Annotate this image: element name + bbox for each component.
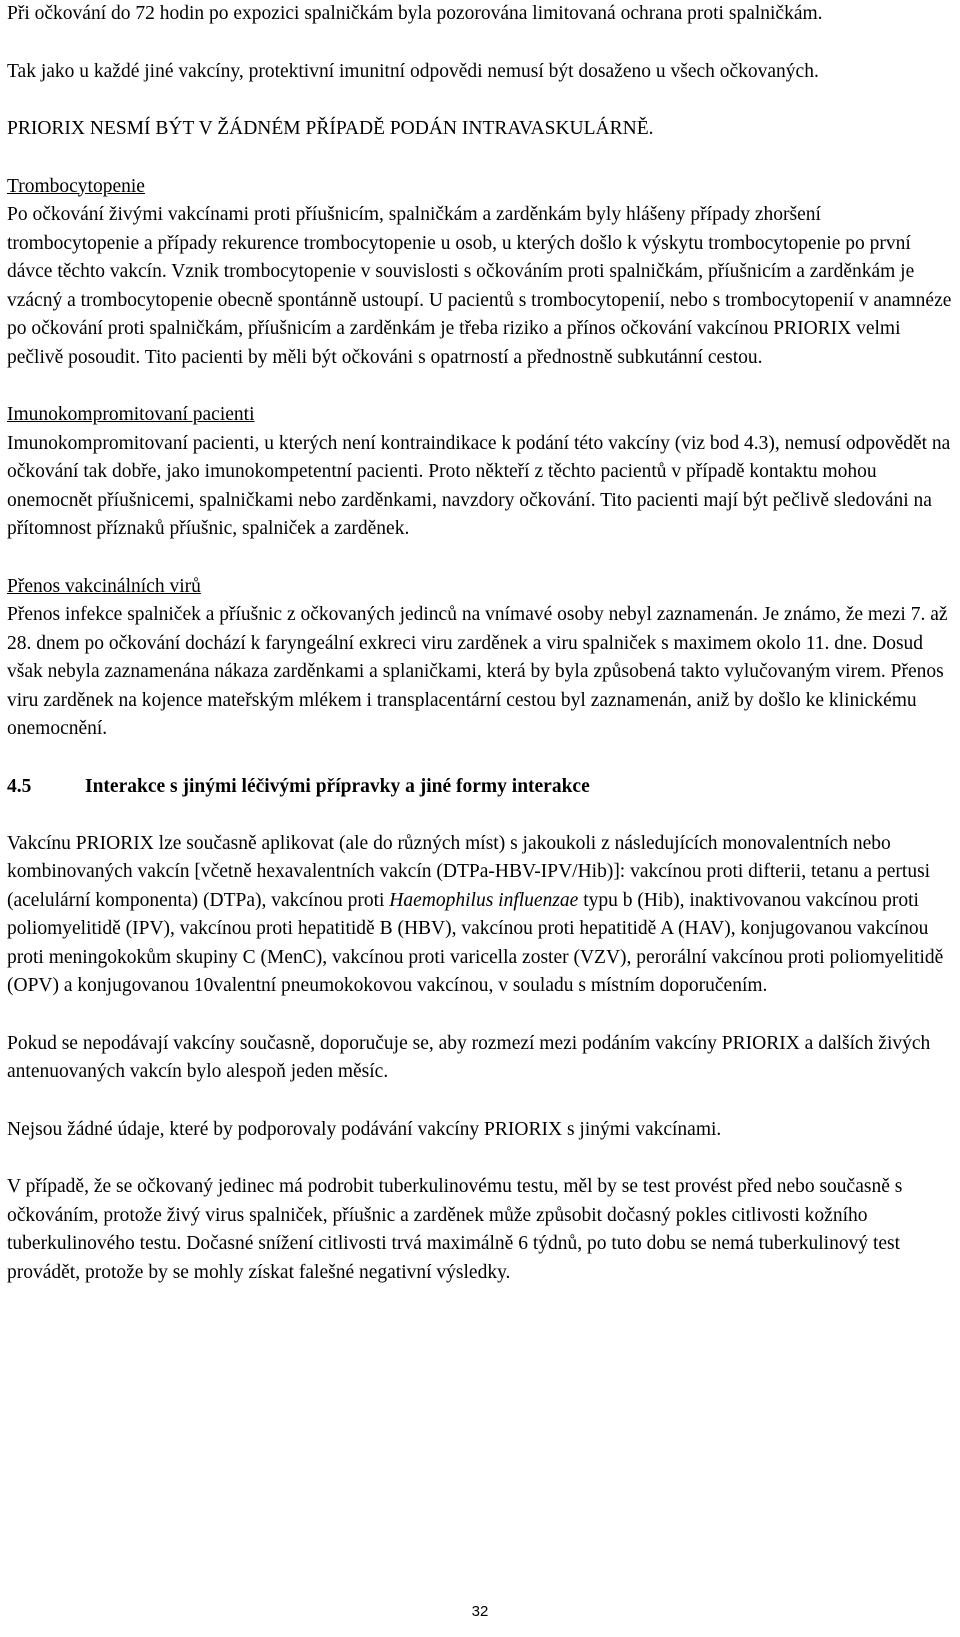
section-virus-transmission [7, 573, 953, 744]
paragraph-interval: Pokud se nepodávají vakcíny současně, doporučuje se, aby rozmezí mezi podáním vakcíny PRIORIX a dalších živých antenuovaných vakcín bylo alespoň jeden měsíc. [7, 1032, 931, 1082]
paragraph-immunocompromised: Imunokompromitovaní pacienti, u kterých není kontraindikace k podání této vakcíny (viz bod 4.3), nemusí odpovědět na očkování tak dobře, jako imunokompetentní pacienti. Proto někteří z těchto pacientů v případě kontaktu mohou onemocnět příušnicemi, spalničkami nebo zarděnkami, navzdory očkování. Tito pacienti mají být pečlivě sledováni na přítomnost příznaků příušnic, spalniček a zarděnek. [7, 432, 951, 539]
paragraph-thrombocytopenia: Po očkování živými vakcínami proti příušnicím, spalničkám a zarděnkám byly hlášeny případy zhoršení trombocytopenie a případy rekurence trombocytopenie u osob, u kterých došlo k výskytu trombocytopenie po první dávce těchto vakcín. Vznik trombocytopenie v souvislosti s očkováním proti spalničkám, příušnicím a zarděnkám je vzácný a trombocytopenie obecně spontánně ustoupí. U pacientů s trombocytopenií, nebo s trombocytopenií v anamnéze po očkování proti spalničkám, příušnicím a zarděnkám je třeba riziko a přínos očkování vakcínou PRIORIX velmi pečlivě posoudit. Tito pacienti by měli být očkováni s opatrností a přednostně subkutánní cestou. [7, 204, 952, 368]
paragraph-virus-transmission: Přenos infekce spalniček a příušnic z očkovaných jedinců na vnímavé osoby nebyl zaznamenán. Je známo, že mezi 7. až 28. dnem po očkování dochází k faryngeální exkreci viru zarděnek a viru spalniček s maximem okolo 11. dne. Dosud však nebyla zaznamenána nákaza zarděnkami a splaničkami, která by byla způsobená takto vylučovaným virem. Přenos viru zarděnek na kojence mateřským mlékem i transplacentární cestou byl zaznamenán, aniž by došlo ke klinickému onemocnění. [7, 604, 948, 739]
paragraph-coadministration [7, 830, 953, 1001]
page-number: 32 [471, 1603, 489, 1620]
paragraph-tuberculin-test: V případě, že se očkovaný jedinec má podrobit tuberkulinovému testu, měl by se test provést před nebo současně s očkováním, protože živý virus spalniček, příušnic a zarděnek může způsobit dočasný pokles citlivosti kožního tuberkulinového testu. Dočasné snížení citlivosti trvá maximálně 6 týdnů, po tuto dobu se nemá tuberkulinový test provádět, protože by se mohly získat falešné negativní výsledky. [7, 1176, 903, 1283]
coadministration-text-a: Vakcínu PRIORIX lze současně aplikovat (ale do různých míst) s jakoukoli z následujících monovalentních nebo kombinovaných vakcín [včetně hexavalentních vakcín (DTPa-HBV-IPV/Hib)]: vakcínou proti difterii, tetanu a pertusi (acelulární komponenta) (DTPa), vakcínou proti [7, 832, 931, 911]
heading-immunocompromised: Imunokompromitovaní pacienti [7, 404, 255, 425]
coadministration-italic: Haemophilus influenzae [389, 889, 579, 911]
heading-thrombocytopenia: Trombocytopenie [7, 175, 145, 197]
document-page [7, 0, 953, 1287]
section-thrombocytopenia [7, 173, 953, 373]
heading-virus-transmission: Přenos vakcinálních virů [7, 575, 201, 597]
paragraph-protective-response: Tak jako u každé jiné vakcíny, protektivní imunitní odpovědi nemusí být dosaženo u všech očkovaných. [7, 60, 819, 82]
section-heading-4-5 [7, 773, 953, 801]
section-number: 4.5 [7, 775, 32, 797]
coadministration-text-b: typu b (Hib), inaktivovanou vakcínou proti poliomyelitidě (IPV), vakcínou proti hepatitidě B (HBV), vakcínou proti hepatitidě A (HAV), konjugovanou vakcínou proti meningokokům skupiny C (MenC), vakcínou proti varicella zoster (VZV), perorální vakcínou proti poliomyelitidě (OPV) a konjugovanou 10valentní pneumokokovou vakcínou, v souladu s místním doporučením. [7, 889, 944, 996]
paragraph-no-data: Nejsou žádné údaje, které by podporovaly podávání vakcíny PRIORIX s jinými vakcínami. [7, 1118, 722, 1140]
section-immunocompromised [7, 401, 953, 544]
paragraph-no-intravascular: PRIORIX NESMÍ BÝT V ŽÁDNÉM PŘÍPADĚ PODÁN INTRAVASKULÁRNĚ. [7, 118, 654, 139]
paragraph-measles-protection: Při očkování do 72 hodin po expozici spalničkám byla pozorována limitovaná ochrana proti spalničkám. [7, 3, 823, 24]
section-title-text: Interakce s jinými léčivými přípravky a jiné formy interakce [85, 775, 590, 797]
